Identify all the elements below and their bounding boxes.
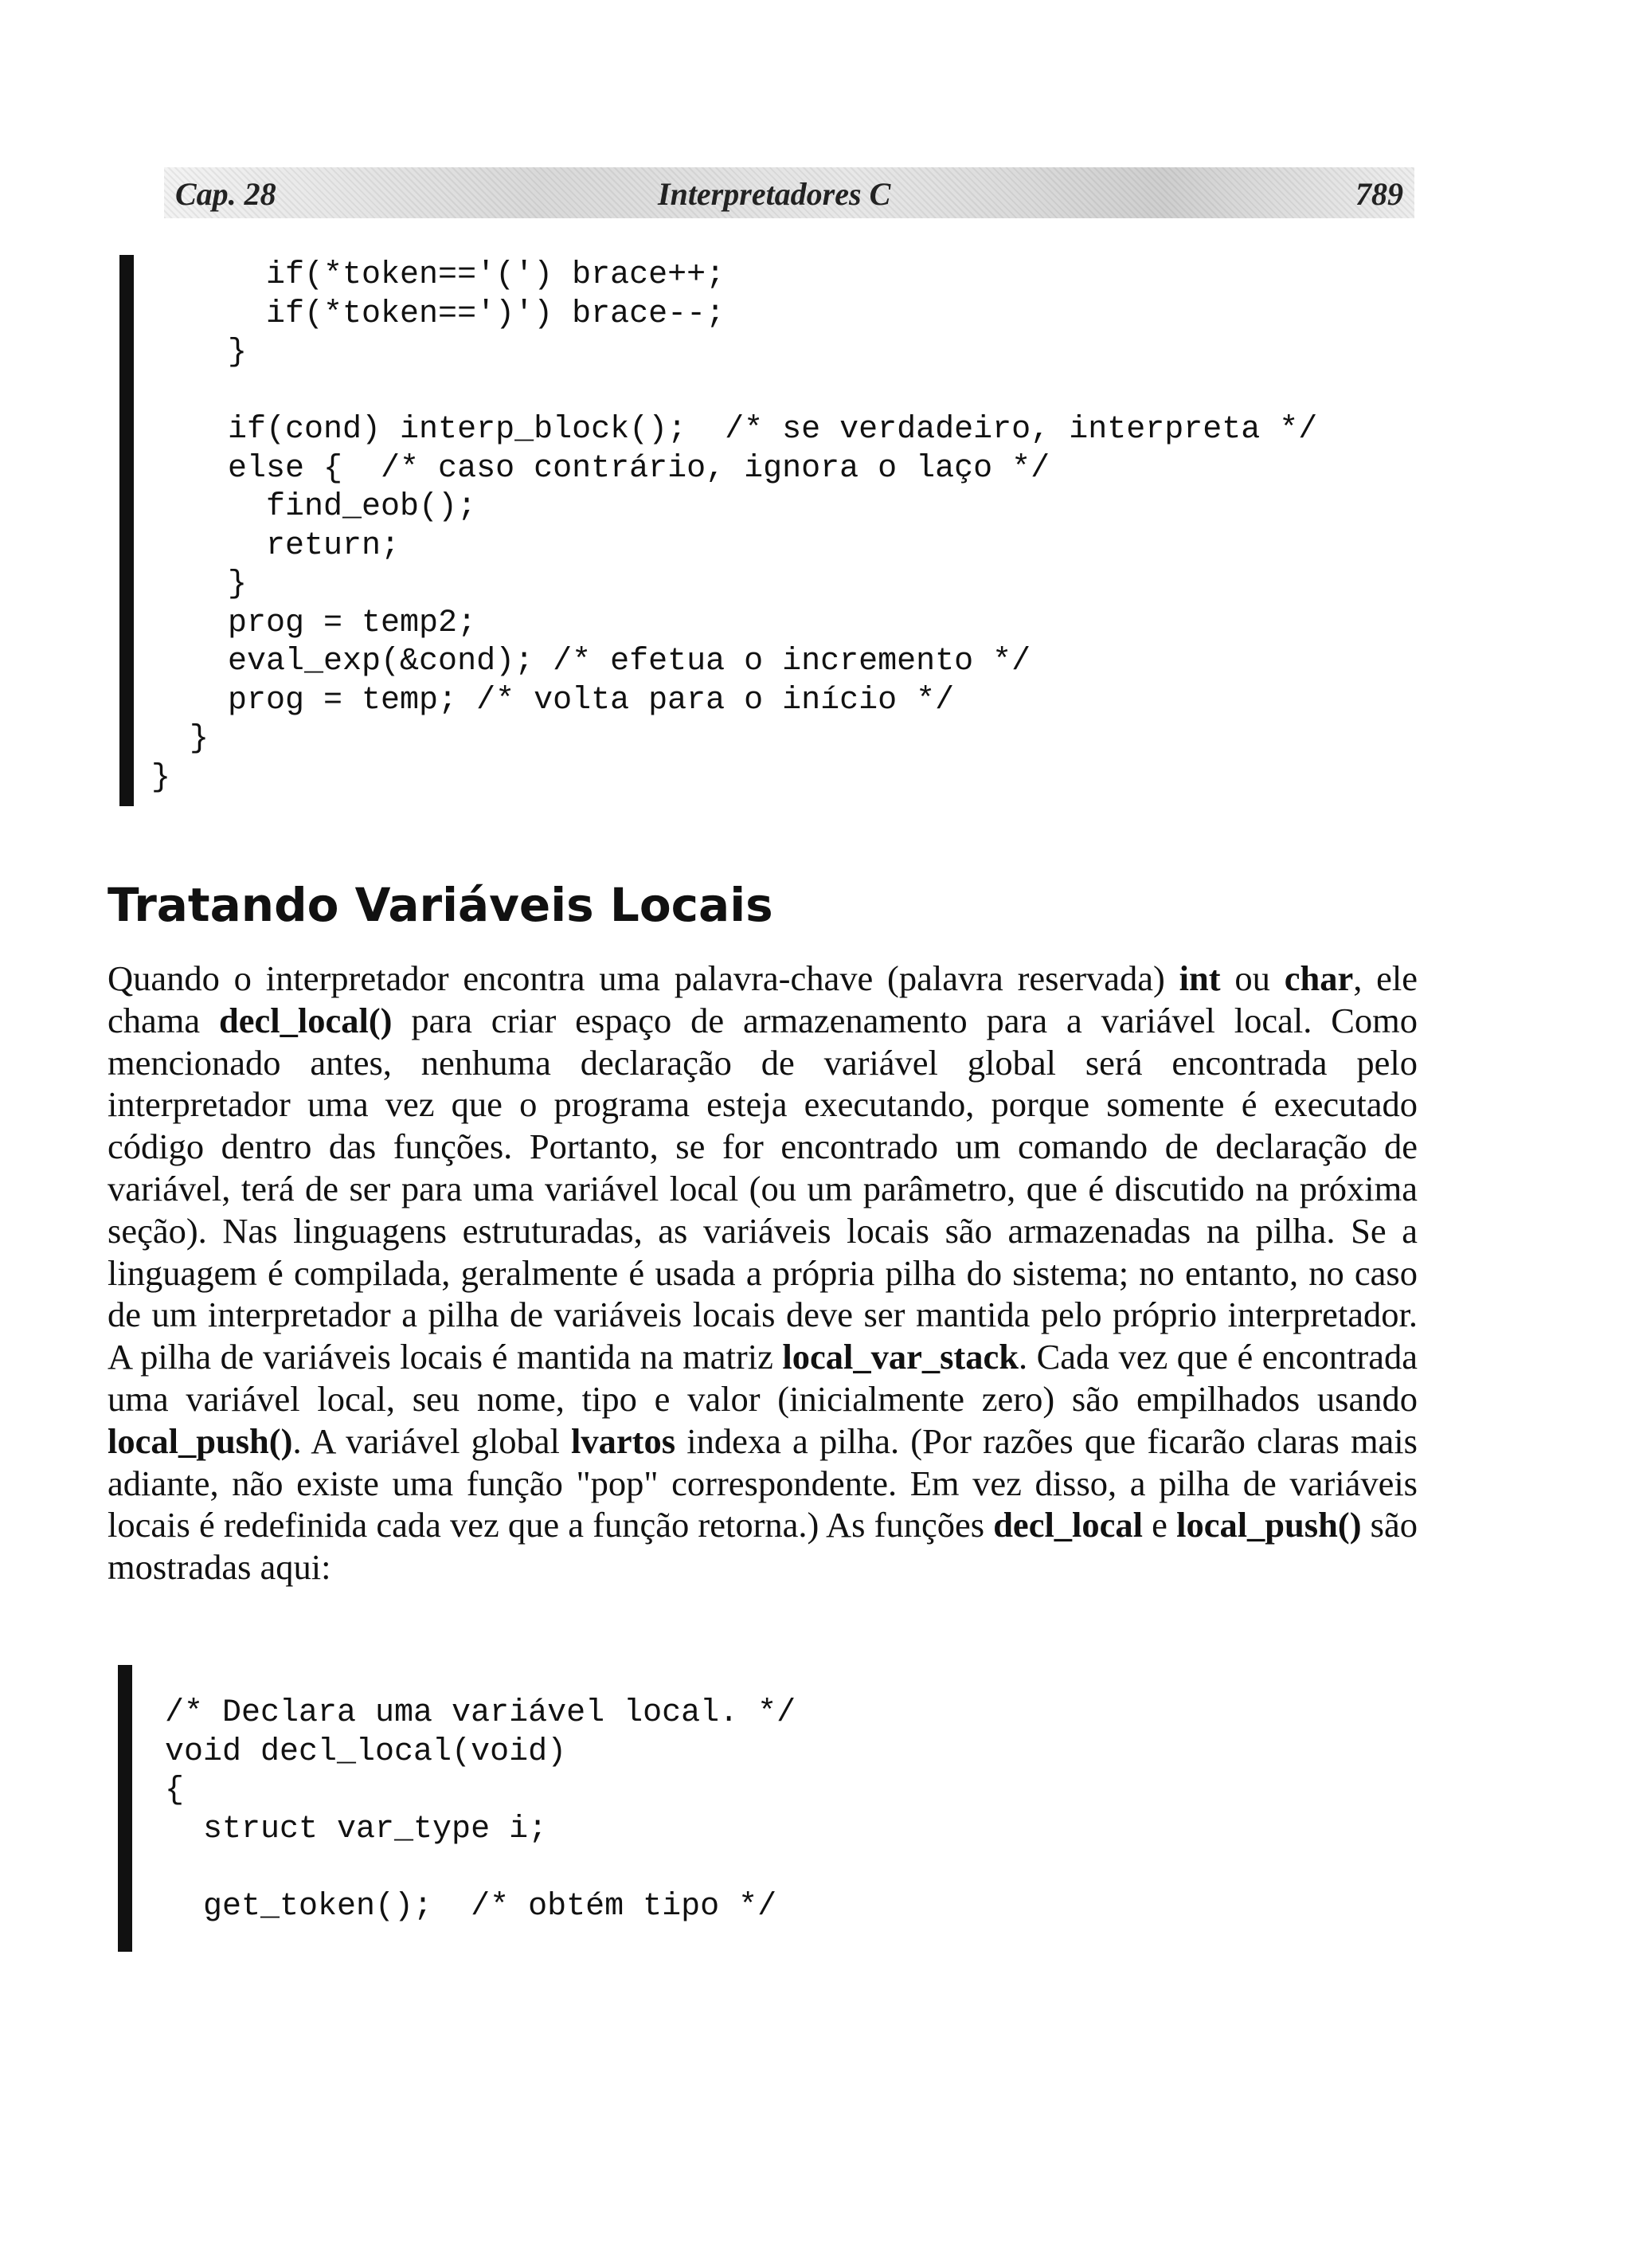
paragraph-text: , ele chama <box>108 958 1418 1040</box>
chapter-label: Cap. 28 <box>175 176 276 212</box>
code-block-1-bar <box>119 255 134 806</box>
code-line: } <box>151 721 209 757</box>
paragraph-text: são mostradas aqui: <box>108 1505 1418 1588</box>
code-line: /* Declara uma variável local. */ <box>165 1695 796 1731</box>
code-line: if(*token=='(') brace++; <box>151 257 726 293</box>
paragraph-text: ou <box>1220 958 1285 998</box>
body-paragraph <box>108 958 1418 1588</box>
code-line: prog = temp; /* volta para o início */ <box>151 682 955 719</box>
paragraph-text: para criar espaço de armazenamento para a variável local. Como mencionado antes, nenhuma declaração de variável global será encontrada pelo interpretador uma vez que o programa esteja executando, porque somente é executado código dentro das funções. Portanto, se for encontrado um comando de declaração de variável, terá de ser para uma variável local (ou um parâmetro, que é discutido na próxima seção). Nas linguagens estruturadas, as variáveis locais são armazenadas na pilha. Se a linguagem é compilada, geralmente é usada a própria pilha do sistema; no entanto, no caso de um interpretador a pilha de variáveis locais deve ser mantida pelo próprio interpretador. A pilha de variáveis locais é mantida na matriz <box>108 1000 1418 1377</box>
code-line: } <box>151 759 171 796</box>
paragraph-text: Quando o interpretador encontra uma palavra-chave (palavra reservada) <box>108 958 1179 998</box>
running-header <box>164 167 1414 218</box>
code-line: struct var_type i; <box>165 1811 548 1847</box>
code-line: get_token(); /* obtém tipo */ <box>165 1888 777 1925</box>
code-line: if(*token==')') brace--; <box>151 296 726 332</box>
paragraph-text: e <box>1143 1505 1177 1545</box>
paragraph-text: . A variável global <box>292 1420 572 1461</box>
code-line: prog = temp2; <box>151 605 477 641</box>
code-line <box>165 1849 796 1888</box>
keyword-int: int <box>1179 958 1221 998</box>
paragraph-text: indexa a pilha. (Por razões que ficarão claras mais adiante, não existe uma função "pop" correspondente. Em vez disso, a pilha de variáveis locais é redefinida cada vez que a função retorna.) As funções <box>108 1420 1418 1545</box>
page-number: 789 <box>1355 176 1403 212</box>
code-block-2-bar <box>118 1665 132 1952</box>
keyword-char: char <box>1284 958 1354 998</box>
book-title: Interpretadores C <box>658 176 891 212</box>
code-line <box>151 373 1317 412</box>
code-line: else { /* caso contrário, ignora o laço */ <box>151 450 1050 487</box>
code-line: { <box>165 1772 185 1808</box>
identifier-local-var-stack: local_var_stack <box>782 1337 1019 1377</box>
code-block-2 <box>165 1694 796 1926</box>
code-line: } <box>151 566 248 602</box>
function-local-push: local_push() <box>108 1420 293 1461</box>
function-decl-local: decl_local() <box>219 1000 393 1040</box>
code-block-1 <box>151 257 1317 797</box>
code-line: eval_exp(&cond); /* efetua o incremento */ <box>151 644 1031 680</box>
code-line: } <box>151 335 248 370</box>
code-line: find_eob(); <box>151 489 477 525</box>
section-heading: Tratando Variáveis Locais <box>108 878 773 932</box>
identifier-lvartos: lvartos <box>571 1420 676 1461</box>
code-line: return; <box>151 527 401 564</box>
function-local-push-ref: local_push() <box>1176 1505 1362 1545</box>
code-line: void decl_local(void) <box>165 1733 567 1770</box>
code-line: if(cond) interp_block(); /* se verdadeiro, interpreta */ <box>151 412 1318 448</box>
paragraph-text: . Cada vez que é encontrada uma variável local, seu nome, tipo e valor (inicialmente zero) são empilhados usando <box>108 1337 1418 1419</box>
function-decl-local-ref: decl_local <box>993 1505 1144 1545</box>
